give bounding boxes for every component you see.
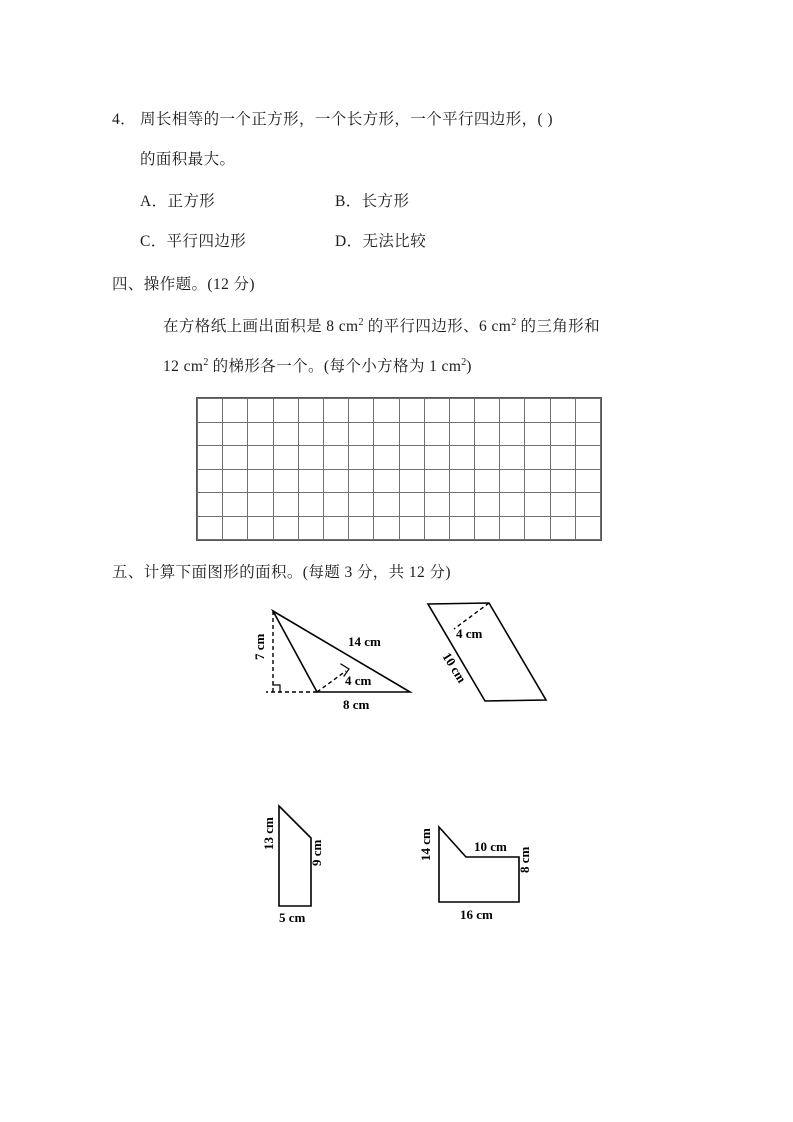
grid-cell[interactable] <box>374 399 399 423</box>
grid-cell[interactable] <box>223 516 248 540</box>
grid-cell[interactable] <box>525 493 550 517</box>
grid-row <box>198 493 601 517</box>
grid-cell[interactable] <box>198 516 223 540</box>
grid-cell[interactable] <box>475 446 500 470</box>
grid-row <box>198 446 601 470</box>
grid-cell[interactable] <box>525 422 550 446</box>
grid-cell[interactable] <box>399 493 424 517</box>
grid-cell[interactable] <box>525 446 550 470</box>
grid-paper[interactable] <box>196 397 602 541</box>
figure-triangle-label-7cm: 7 cm <box>252 633 267 660</box>
grid-cell[interactable] <box>424 422 449 446</box>
figure-triangle-label-14cm: 14 cm <box>348 634 381 649</box>
figure-trapezoid-label-13cm: 13 cm <box>261 817 276 850</box>
grid-cell[interactable] <box>374 516 399 540</box>
grid-cell[interactable] <box>550 422 575 446</box>
grid-row <box>198 399 601 423</box>
grid-cell[interactable] <box>323 469 348 493</box>
grid-cell[interactable] <box>399 446 424 470</box>
grid-cell[interactable] <box>500 446 525 470</box>
grid-cell[interactable] <box>273 516 298 540</box>
grid-cell[interactable] <box>198 446 223 470</box>
grid-cell[interactable] <box>198 422 223 446</box>
grid-cell[interactable] <box>500 493 525 517</box>
grid-cell[interactable] <box>349 399 374 423</box>
section-4-body2-text-b: 的梯形各一个。(每个小方格为 1 cm <box>208 358 462 376</box>
grid-cell[interactable] <box>273 493 298 517</box>
grid-cell[interactable] <box>323 422 348 446</box>
figure-composite-label-8cm: 8 cm <box>517 846 532 873</box>
grid-cell[interactable] <box>575 469 600 493</box>
figure-parallelogram-label-4cm: 4 cm <box>456 626 483 641</box>
grid-cell[interactable] <box>223 493 248 517</box>
section-4-sup-2: 2 <box>511 317 517 328</box>
question-4-option-a[interactable]: A．正方形 <box>140 193 216 210</box>
grid-cell[interactable] <box>399 399 424 423</box>
grid-cell[interactable] <box>449 493 474 517</box>
grid-cell[interactable] <box>298 422 323 446</box>
grid-cell[interactable] <box>198 469 223 493</box>
grid-cell[interactable] <box>248 469 273 493</box>
grid-cell[interactable] <box>349 493 374 517</box>
grid-cell[interactable] <box>424 493 449 517</box>
grid-cell[interactable] <box>500 399 525 423</box>
grid-cell[interactable] <box>374 422 399 446</box>
grid-cell[interactable] <box>500 469 525 493</box>
grid-cell[interactable] <box>475 422 500 446</box>
figure-parallelogram <box>420 590 560 715</box>
grid-cell[interactable] <box>298 516 323 540</box>
section-4-body-line-2 <box>163 358 472 375</box>
grid-cell[interactable] <box>298 493 323 517</box>
grid-cell[interactable] <box>248 493 273 517</box>
section-4-sup-1: 2 <box>358 317 364 328</box>
grid-cell[interactable] <box>449 399 474 423</box>
grid-cell[interactable] <box>223 399 248 423</box>
grid-cell[interactable] <box>349 516 374 540</box>
grid-cell[interactable] <box>198 493 223 517</box>
figure-parallelogram-label-10cm: 10 cm <box>439 649 470 686</box>
grid-cell[interactable] <box>475 493 500 517</box>
grid-cell[interactable] <box>449 469 474 493</box>
grid-cell[interactable] <box>550 446 575 470</box>
section-4-sup-3: 2 <box>203 357 209 368</box>
grid-cell[interactable] <box>500 516 525 540</box>
grid-cell[interactable] <box>298 469 323 493</box>
figure-trapezoid-label-5cm: 5 cm <box>279 910 306 925</box>
grid-cell[interactable] <box>449 422 474 446</box>
section-4-body-text-a: 在方格纸上画出面积是 8 cm <box>163 318 359 336</box>
section-4-heading: 四、操作题。(12 分) <box>112 276 255 293</box>
grid-cell[interactable] <box>223 469 248 493</box>
grid-cell[interactable] <box>575 422 600 446</box>
grid-cell[interactable] <box>550 399 575 423</box>
grid-cell[interactable] <box>248 446 273 470</box>
grid-cell[interactable] <box>323 516 348 540</box>
section-4-body-text-b: 的平行四边形、6 cm <box>363 318 512 336</box>
grid-cell[interactable] <box>273 399 298 423</box>
figure-trapezoid <box>255 798 365 928</box>
grid-cell[interactable] <box>424 469 449 493</box>
grid-cell[interactable] <box>424 446 449 470</box>
grid-cell[interactable] <box>349 446 374 470</box>
grid-cell[interactable] <box>500 422 525 446</box>
question-4-stem-line-2: 的面积最大。 <box>140 151 236 168</box>
grid-cell[interactable] <box>298 399 323 423</box>
grid-cell[interactable] <box>424 516 449 540</box>
question-4-option-c[interactable]: C．平行四边形 <box>140 233 247 250</box>
figure-triangle-label-4cm: 4 cm <box>345 673 372 688</box>
grid-row <box>198 469 601 493</box>
grid-cell[interactable] <box>323 399 348 423</box>
figure-trapezoid-label-9cm: 9 cm <box>309 839 324 866</box>
grid-cell[interactable] <box>198 399 223 423</box>
grid-cell[interactable] <box>550 493 575 517</box>
section-4-body2-text-a: 12 cm <box>163 358 204 376</box>
question-4-option-b[interactable]: B．长方形 <box>335 193 410 210</box>
grid-cell[interactable] <box>575 399 600 423</box>
section-5-heading: 五、计算下面图形的面积。(每题 3 分，共 12 分) <box>112 564 451 581</box>
grid-cell[interactable] <box>550 516 575 540</box>
grid-cell[interactable] <box>248 516 273 540</box>
grid-cell[interactable] <box>298 446 323 470</box>
grid-cell[interactable] <box>399 469 424 493</box>
figure-composite-label-14cm: 14 cm <box>418 828 433 861</box>
grid-cell[interactable] <box>248 399 273 423</box>
grid-cell[interactable] <box>248 422 273 446</box>
question-4-stem-line-1: 周长相等的一个正方形，一个长方形，一个平行四边形，( ) <box>140 111 553 128</box>
grid-cell[interactable] <box>273 446 298 470</box>
section-4-body2-text-c: ) <box>466 358 472 376</box>
section-4-sup-4: 2 <box>461 357 467 368</box>
grid-cell[interactable] <box>424 399 449 423</box>
grid-cell[interactable] <box>575 516 600 540</box>
section-4-body-line-1 <box>163 318 600 335</box>
figure-triangle-label-8cm: 8 cm <box>343 697 370 712</box>
grid-cell[interactable] <box>323 493 348 517</box>
grid-cell[interactable] <box>399 422 424 446</box>
figure-composite <box>412 815 552 930</box>
grid-cell[interactable] <box>449 446 474 470</box>
figure-triangle <box>240 598 430 723</box>
question-4-option-d[interactable]: D．无法比较 <box>335 233 427 250</box>
section-4-body-text-c: 的三角形和 <box>516 318 600 336</box>
grid-cell[interactable] <box>374 446 399 470</box>
grid-cell[interactable] <box>273 469 298 493</box>
grid-row <box>198 422 601 446</box>
grid-cell[interactable] <box>575 446 600 470</box>
grid-cell[interactable] <box>349 469 374 493</box>
grid-cell[interactable] <box>475 399 500 423</box>
figure-composite-label-10cm: 10 cm <box>474 839 507 854</box>
grid-cell[interactable] <box>223 446 248 470</box>
grid-cell[interactable] <box>525 516 550 540</box>
grid-cell[interactable] <box>575 493 600 517</box>
grid-cell[interactable] <box>475 516 500 540</box>
grid-cell[interactable] <box>525 399 550 423</box>
grid-cell[interactable] <box>399 516 424 540</box>
figure-composite-label-16cm: 16 cm <box>460 907 493 922</box>
grid-cell[interactable] <box>273 422 298 446</box>
grid-cell[interactable] <box>550 469 575 493</box>
grid-cell[interactable] <box>449 516 474 540</box>
grid-row <box>198 516 601 540</box>
grid-table <box>197 398 601 540</box>
grid-cell[interactable] <box>323 446 348 470</box>
grid-cell[interactable] <box>223 422 248 446</box>
grid-cell[interactable] <box>374 493 399 517</box>
question-4-number: 4． <box>112 111 137 128</box>
grid-cell[interactable] <box>374 469 399 493</box>
grid-cell[interactable] <box>475 469 500 493</box>
grid-cell[interactable] <box>525 469 550 493</box>
grid-cell[interactable] <box>349 422 374 446</box>
